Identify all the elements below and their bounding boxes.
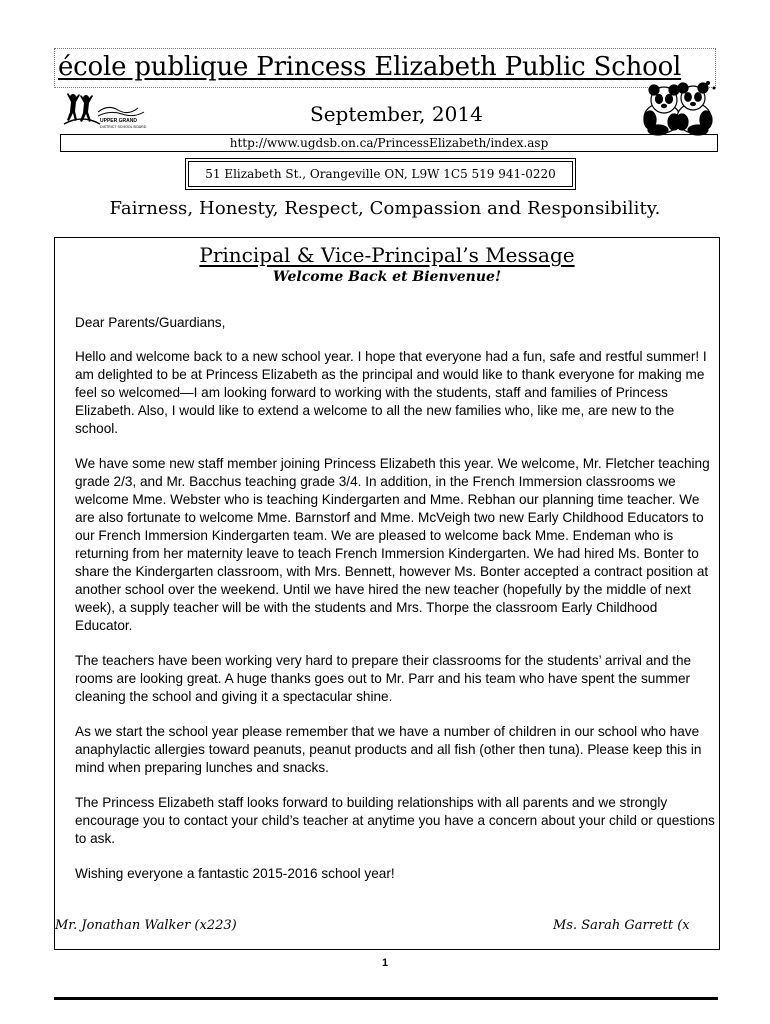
message-paragraph-6: Wishing everyone a fantastic 2015-2016 school year! [75, 866, 395, 881]
message-greeting: Dear Parents/Guardians, [75, 315, 226, 330]
footer-divider [54, 997, 718, 1000]
message-body [75, 314, 715, 900]
wave-icon [98, 107, 144, 116]
board-logo [60, 92, 150, 130]
message-subtitle: Welcome Back et Bienvenue! [272, 269, 502, 285]
message-paragraph-2: We have some new staff member joining Princess Elizabeth this year. We welcome, Mr. Fletcher teaching grade 2/3, and Mr. Bacchus teaching grade 3/4. In addition, in the French Immersion classrooms we welcome Mme. Webster who is teaching Kindergarten and Mme. Rebhan our planning time teacher. We are also fortunate to welcome Mme. Barnstorf and Mme. McVeigh two new Early Childhood Educators to our French Immersion Kindergarten team. We are pleased to welcome back Mme. Endeman who is returning from her maternity leave to teach French Immersion Kindergarten. We had hired Ms. Bonter to share the Kindergarten classroom, with Mrs. Bennett, however Ms. Bonter accepted a contract position at another school over the weekend. Until we have hired the new teacher (hopefully by the middle of next week), a supply teacher will be with the students and Mrs. Thorpe the classroom Early Childhood Educator. [75, 456, 710, 633]
school-values: Fairness, Honesty, Respect, Compassion and Responsibility. [109, 198, 661, 219]
vice-principal-signature: Ms. Sarah Garrett (x [553, 918, 690, 933]
board-logo-line-2: DISTRICT SCHOOL BOARD [100, 125, 147, 129]
school-address: 51 Elizabeth St., Orangeville ON, L9W 1C5 519 941-0220 [188, 161, 573, 187]
principal-message-section [54, 237, 720, 950]
page-number: 1 [381, 957, 389, 969]
board-logo-line-1: UPPER GRAND [100, 118, 137, 124]
newsletter-date: September, 2014 [310, 102, 483, 126]
message-paragraph-1: Hello and welcome back to a new school year. I hope that everyone had a fun, safe and restful summer! I am delighted to be at Princess Elizabeth as the principal and would like to thank everyone for making me feel so welcomed—I am looking forward to working with the students, staff and families of Princess Elizabeth. Also, I would like to extend a welcome to all the new families who, like me, are new to the school. [75, 349, 707, 436]
children-figures-icon [64, 93, 100, 124]
school-name: école publique Princess Elizabeth Public School [58, 52, 682, 82]
message-paragraph-4: As we start the school year please remember that we have a number of children in our school who have anaphylactic allergies toward peanuts, peanut products and all fish (other then tuna). Please keep this in mind when preparing lunches and snacks. [75, 724, 702, 775]
message-title: Principal & Vice-Principal’s Message [199, 243, 575, 267]
panda-mascot-icon [636, 80, 718, 136]
message-paragraph-5: The Princess Elizabeth staff looks forward to building relationships with all parents and we strongly encourage you to contact your child’s teacher at anytime you have a concern about your child or questions to ask. [75, 795, 715, 846]
message-paragraph-3: The teachers have been working very hard to prepare their classrooms for the students’ arrival and the rooms are looking great. A huge thanks goes out to Mr. Parr and his team who have spent the summer cleaning the school and giving it a spectacular shine. [75, 653, 692, 704]
principal-signature: Mr. Jonathan Walker (x223) [55, 918, 237, 933]
school-website-link[interactable]: http://www.ugdsb.on.ca/PrincessElizabeth/index.asp [60, 134, 718, 152]
